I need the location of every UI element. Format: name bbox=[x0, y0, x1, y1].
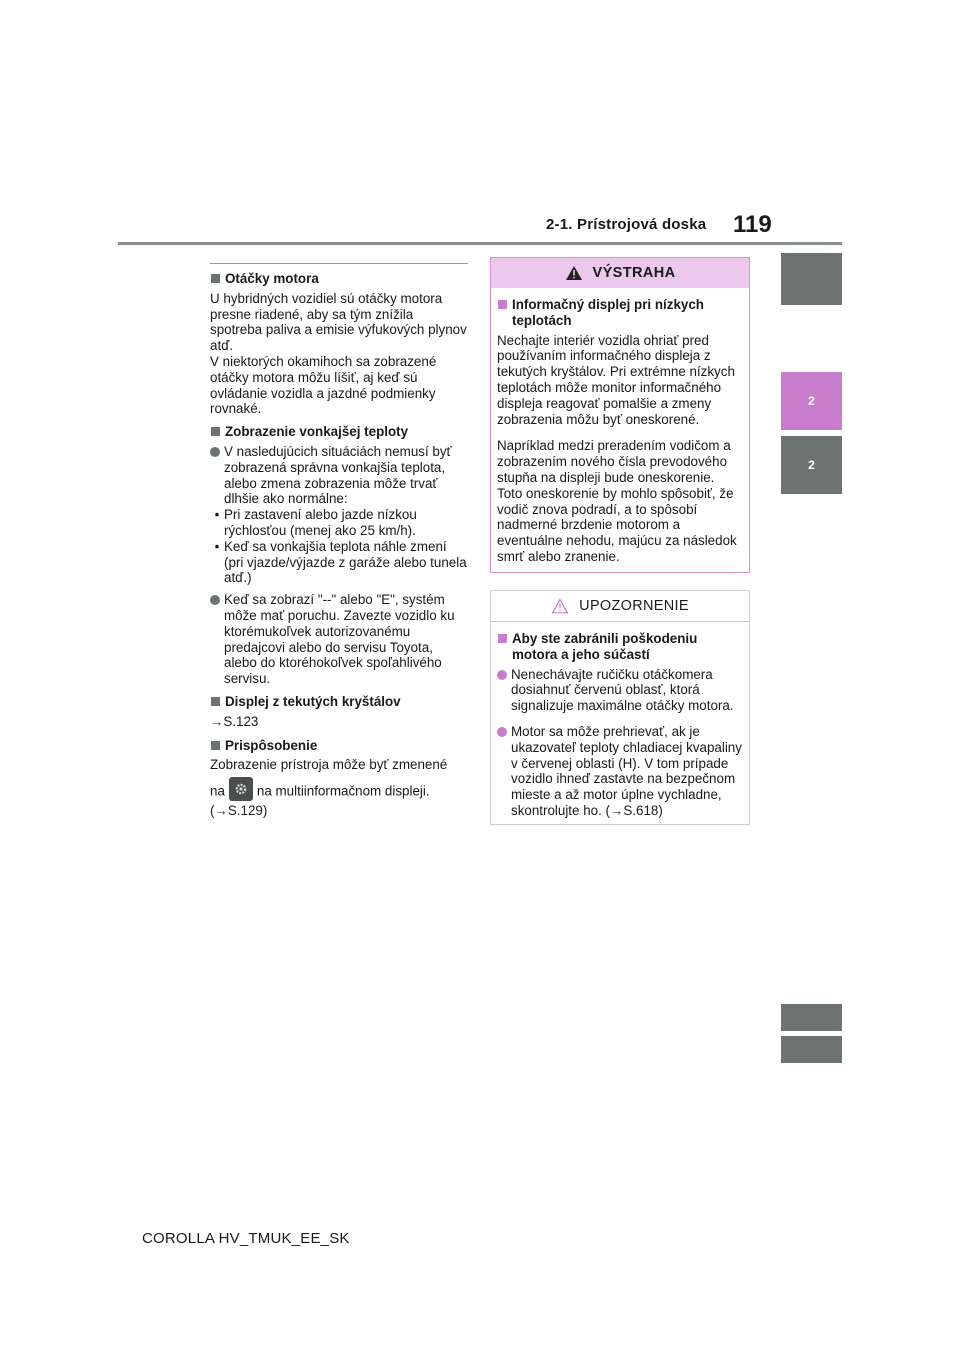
tab-index-1[interactable] bbox=[781, 1004, 842, 1031]
square-bullet-icon bbox=[211, 427, 220, 436]
settings-gear-icon bbox=[229, 777, 253, 801]
warning-title: VÝSTRAHA bbox=[592, 265, 676, 281]
notice-heading: Aby ste zabránili poškodeniu motora a jeho súčastí bbox=[497, 631, 743, 663]
square-bullet-icon bbox=[498, 300, 507, 309]
square-bullet-icon bbox=[211, 274, 220, 283]
square-bullet-icon bbox=[211, 741, 220, 750]
temp-bullet-1: V nasledujúcich situáciách nemusí byť zobrazená správna vonkajšia teplota, alebo zmena zobrazenia môže trvať dlhšie ako normálne: bbox=[210, 444, 468, 507]
tab-2-active[interactable]: 2 bbox=[781, 372, 842, 430]
dot-bullet-icon bbox=[210, 447, 220, 457]
left-column bbox=[210, 263, 468, 825]
custom-line-1: Zobrazenie prístroja môže byť zmenené bbox=[210, 757, 448, 773]
heading-engine-rpm: Otáčky motora bbox=[210, 271, 468, 287]
temp-sub-2: • Keď sa vonkajšia teplota náhle zmení (pri vjazde/výjazde z garáže alebo tunela atď.) bbox=[214, 538, 467, 586]
notice-title: UPOZORNENIE bbox=[579, 598, 689, 614]
engine-para-1: U hybridných vozidiel sú otáčky motora presne riadené, aby sa tým znížila spotreba paliva a emisie výfukových plynov atď. bbox=[210, 290, 467, 354]
warning-heading: Informačný displej pri nízkych teplotách bbox=[497, 297, 743, 329]
caution-triangle-icon bbox=[551, 598, 569, 614]
temp-sub-1: • Pri zastavení alebo jazde nízkou rýchlosťou (menej ako 25 km/h). bbox=[214, 507, 417, 538]
dot-bullet-icon bbox=[210, 595, 220, 605]
heading-lcd: Displej z tekutých kryštálov bbox=[210, 694, 468, 710]
header-rule bbox=[118, 242, 842, 245]
notice-box bbox=[490, 590, 750, 825]
heading-customization: Prispôsobenie bbox=[210, 738, 468, 754]
notice-bullet-1: Nenechávajte ručičku otáčkomera dosiahnuť červenú oblasť, ktorá signalizuje maximálne otáčky motora. bbox=[497, 667, 743, 714]
warning-header bbox=[491, 258, 749, 288]
dot-bullet-icon bbox=[497, 670, 507, 680]
top-rule bbox=[210, 263, 468, 264]
lcd-page-reference[interactable]: →S.123 bbox=[210, 713, 259, 729]
notice-bullet-2: Motor sa môže prehrievať, ak je ukazovateľ teploty chladiacej kvapaliny v červenej oblasti (H). V tom prípade vozidlo ihneď zastavte na bezpečnom mieste a až motor úplne vychladne, skontrolujte ho. (→S.618) bbox=[497, 724, 743, 819]
page-number: 119 bbox=[733, 211, 772, 238]
engine-para-2: V niektorých okamihoch sa zobrazené otáčky motora môžu líšiť, aj keď sú ovládanie vozidla a jazdné podmienky rovnaké. bbox=[210, 353, 437, 417]
square-bullet-icon bbox=[498, 634, 507, 643]
warning-triangle-icon bbox=[565, 265, 583, 281]
warning-para-1: Nechajte interiér vozidla ohriať pred používaním informačného displeja z tekutých kryštálov. Pri extrémne nízkych teplotách môže monitor informačného displeja reagovať pomalšie a zmeny zobrazenia môžu byť oneskorené. bbox=[497, 332, 735, 427]
tab-index-2[interactable] bbox=[781, 1036, 842, 1063]
square-bullet-icon bbox=[211, 697, 220, 706]
document-footer: COROLLA HV_TMUK_EE_SK bbox=[142, 1230, 350, 1247]
tab-2[interactable]: 2 bbox=[781, 436, 842, 494]
temp-bullet-2: Keď sa zobrazí "--" alebo "E", systém môže mať poruchu. Zavezte vozidlo ku ktorémukoľvek autorizovanému predajcovi alebo do servisu Toyota, alebo do ktoréhokoľvek spoľahlivého servisu. bbox=[210, 592, 468, 687]
custom-page-reference[interactable]: (→S.129) bbox=[210, 803, 268, 819]
tab-1[interactable] bbox=[781, 253, 842, 305]
warning-box bbox=[490, 257, 750, 573]
warning-para-2: Napríklad medzi preradením vodičom a zobrazením nového čísla prevodového stupňa na displeji bude oneskorenie. Toto oneskorenie by mohlo spôsobiť, že vodič znova podradí, a to spôsobí nadmerné brzdenie motorom a eventuálne nehodu, majúcu za následok smrť alebo zranenie. bbox=[497, 438, 737, 564]
dot-bullet-icon bbox=[497, 727, 507, 737]
heading-outside-temp: Zobrazenie vonkajšej teploty bbox=[210, 424, 468, 440]
notice-header bbox=[491, 591, 749, 622]
section-title: 2-1. Prístrojová doska bbox=[546, 216, 707, 233]
custom-line-2: na na multiinformačnom displeji. bbox=[210, 783, 468, 801]
